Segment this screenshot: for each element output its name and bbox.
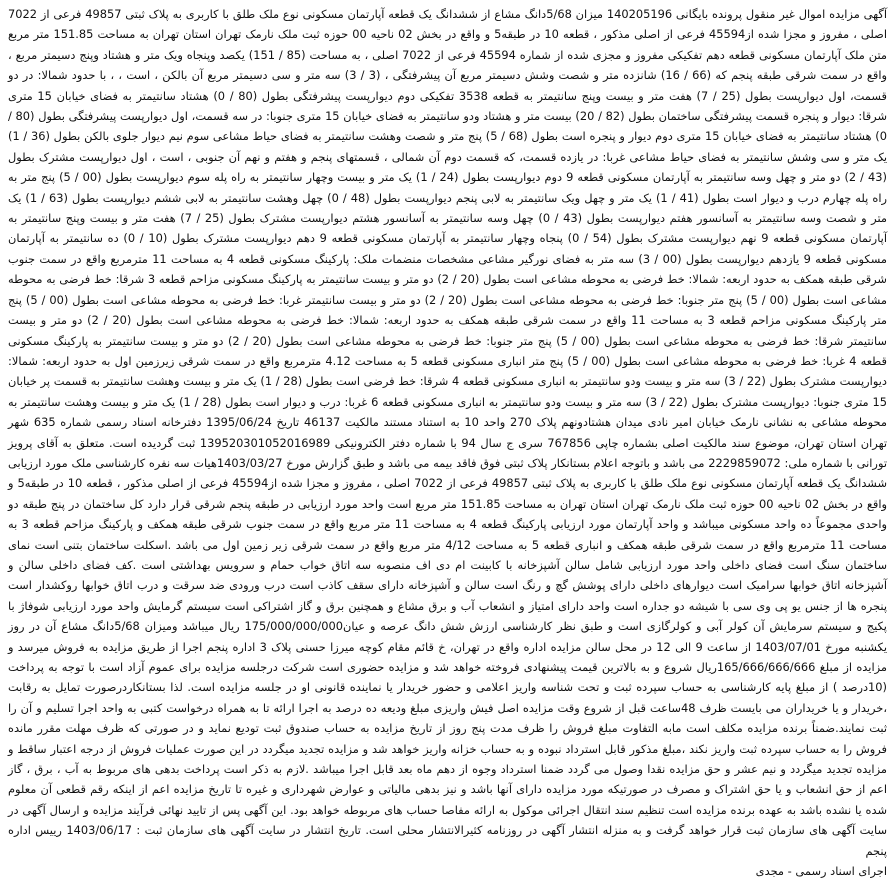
notice-signature: اجرای اسناد رسمی - مجدی: [755, 864, 887, 879]
notice-body: آگهی مزایده اموال غیر منقول پرونده بایگانی 140205196 میزان 5/68دانگ مشاع از ششدانگ یک قطعه آپارتمان مسکونی نوع ملک طلق با کاربری به پلاک ثبتی 49857 فرعی از 7022 اصلی ، مفروز و مجزا شده از45594 فرعی از اصلی مذکور ، قطعه 10 در طبقه5 و واقع در بخش 02 ناحیه 00 حوزه ثبت ملک نارمک تهران استان تهران به مساحت 151.85 متر مربع متن ملک آپارتمان مسکونی قطعه دهم تفکیکی مفروز و مجزی شده از شماره 45594 فرعی از 7022 اصلی ، به مساحت (85 / 151) یکصد وپنجاه ویک متر و هشتاد وپنج دسیمتر مربع ، واقع در سمت شرقی طبقه پنجم که (66 / 16) شانزده متر و شصت وشش دسیمتر مربع آن پیشرفتگی ، (3 / 3) سه متر و سی دسیمتر مربع آن بالکن ، است ، ، با حدود شمالا: در دو قسمت، اول دیوارپست بطول (25 / 7) هفت متر و بیست وپنج سانتیمتر به قطعه 3538 تفکیکی دوم دیوارپست پیشرفتگی بطول (80 / 0) هشتاد سانتیمتر به فضای خیابان 15 متری شرقا: دیوار و پنجره قسمت پیشرفتگی ساختمان بطول (82 / 20) بیست متر و هشتاد ودو سانتیمتر به فضای خیابان 15 متری جنوبا: در سه قسمت، اول دیوارپست پیشرفتگی بطول (80 / 0) هشتاد سانتیمتر به فضای خیابان 15 متری دوم دیوار و پنجره است بطول (68 / 5) پنج متر و شصت وهشت سانتیمتر به فضای حیاط مشاعی سوم نیم دیوار جلوی بالکن بطول (36 / 1) یک متر و سی وشش سانتیمتر به فضای حیاط مشاعی غربا: در یازده قسمت، که قسمت دوم آن شمالی ، قسمتهای پنجم و هفتم و نهم آن جنوبی ، است ، اول دیوارپست مشترک بطول (43 / 2) دو متر و چهل وسه سانتیمتر به آپارتمان مسکونی قطعه 9 دوم دیوارپست بطول (24 / 1) یک متر و بیست وچهار سانتیمتر به راه پله سوم دیوارپست بطول (00 / 5) پنج متر به راه پله چهارم درب و دیوار است بطول (41 / 1) یک متر و چهل ویک سانتیمتر به لابی پنجم دیوارپست بطول (48 / 0) چهل وهشت سانتیمتر به لابی ششم دیوارپست بطول (63 / 1) یک متر و شصت وسه سانتیمتر به آسانسور هفتم دیوارپست بطول (43 / 0) چهل وسه سانتیمتر به آسانسور هشتم دیوارپست مشترک بطول (25 / 7) هفت متر و بیست وپنج سانتیمتر به آپارتمان مسکونی قطعه 9 نهم دیوارپست مشترک بطول (54 / 0) پنجاه وچهار سانتیمتر به آپارتمان مسکونی قطعه 9 دهم دیوارپست مشترک بطول (10 / 0) ده سانتیمتر به آپارتمان مسکونی قطعه 9 یازدهم دیوارپست بطول (00 / 3) سه متر به فضای نورگیر مشاعی مشخصات منضمات ملک: پارکینگ مسکونی قطعه 4 به مساحت 11 مترمربع واقع در سمت جنوب شرقی طبقه همکف به حدود اربعه: شمالا: خط فرضی به محوطه مشاعی است بطول (20 / 2) دو متر و بیست سانتیمتر به پارکینگ مسکونی مزاحم قطعه 3 شرقا: خط فرضی به محوطه مشاعی است بطول (00 / 5) پنج متر جنوبا: خط فرضی به محوطه مشاعی است بطول (20 / 2) دو متر و بیست سانتیمتر غربا: خط فرضی به محوطه مشاعی است بطول (00 / 5) پنج متر پارکینگ مسکونی مزاحم قطعه 3 به مساحت 11 واقع در سمت شرقی طبقه همکف به حدود اربعه: شمالا: خط فرضی به محوطه مشاعی است بطول (20 / 2) دو متر و بیست سانتیمتر شرقا: خط فرضی به محوطه مشاعی است بطول (00 / 5) پنج متر جنوبا: خط فرضی به محوطه مشاعی است بطول (20 / 2) دو متر و بیست سانتیمتر به پارکینگ مسکونی قطعه 4 غربا: خط فرضی به محوطه مشاعی است بطول (00 / 5) پنج متر انباری مسکونی قطعه 5 به مساحت 4.12 مترمربع واقع در سمت شرقی زیرزمین اول به حدود اربعه: شمالا: دیوارپست مشترک بطول (22 / 3) سه متر و بیست ودو سانتیمتر به انباری مسکونی قطعه 4 شرقا: خط فرضی است بطول (28 / 1) یک متر و بیست وهشت سانتیمتر به قسمت پر خیابان 15 متری جنوبا: دیوارپست مشترک بطول (22 / 3) سه متر و بیست ودو سانتیمتر به انباری مسکونی قطعه 6 غربا: درب و دیوار است بطول (28 / 1) یک متر و بیست وهشت سانتیمتر به محوطه مشاعی به نشانی نارمک خیابان امیر نادی میدان هشتادونهم پلاک 270 واحد 10 به استناد مستند مالکیت 46137 تاریخ 1395/06/24 دفترخانه اسناد رسمی شماره 635 شهر تهران استان تهران، موضوع سند مالکیت اصلی بشماره چاپی 767856 سری ج سال 94 با شماره دفتر الکترونیکی 139520301052016989 ثبت گردیده است. متعلق به آقای پرویز تورانی با شماره ملی: 2229859072 می باشد و باتوجه اعلام بستانکار پلاک ثبتی فوق فاقد بیمه می باشد و طبق گزارش مورخ 1403/03/27هیات سه نفره کارشناسی ملک مورد ارزیابی ششدانگ یک قطعه آپارتمان مسکونی نوع ملک طلق با کاربری به پلاک ثبتی 49857 فرعی از 7022 اصلی ، مفروز و مجزا شده از45594 فرعی از اصلی مذکور ، قطعه 10 در طبقه5 و واقع در بخش 02 ناحیه 00 حوزه ثبت ملک نارمک تهران استان تهران به مساحت 151.85 متر مربع است واحد مورد ارزیابی در طبقه پنجم شرقی قرار دارد کل ساختمان در پنج طبقه دو واحدی مجموعاً ده واحد مسکونی میباشد و واحد آپارتمان مورد ارزیابی پارکینگ قطعه 4 به مساحت 11 متر مربع واقع در سمت جنوب شرقی طبقه همکف و پارکینگ مزاحم قطعه 3 به مساحت 11 مترمربع واقع در سمت شرقی طبقه همکف و انباری قطعه 5 به مساحت 4/12 متر مربع واقع در سمت شرقی زیر زمین اول می باشد .اسکلت ساختمان بتنی است نمای ساختمان سنگ است فضای داخلی واحد مورد ارزیابی شامل سالن آشپزخانه با کابینت ام دی اف منصوبه سه اتاق خواب حمام و سرویس بهداشتی است .کف فضای داخلی سالن و آشپزخانه اتاق خوابها سرامیک است دیوارهای داخلی دارای پوشش گچ و رنگ است سالن و آشپزخانه دارای سقف کاذب است درب ورودی ضد سرقت و درب اتاق خوابها روکشدار است پنجره ها از جنس یو پی وی سی با شیشه دو جداره است واحد دارای امتیاز و انشعاب آب و برق مشاع و همچنین برق و گاز اشتراکی است سیستم گرمایش واحد مورد ارزیابی شوفاژ با پکیج و سیستم سرمایش آن کولر آبی و کولرگازی است و طبق نظر کارشناسی ارزش شش دانگ عرصه و عیان175/000/000/000 ریال میباشد ومیزان 5/68دانگ مشاع آن در روز یکشنبه مورخ 1403/07/01 از ساعت 9 الی 12 در محل سالن مزایده اداره واقع در تهران، خ قائم مقام کوچه میرزا حسنی پلاک 3 اداره پنجم اجرا از طریق مزایده به فروش میرسد و مزایده از مبلغ 165/666/666/666ریال شروع و به بالاترین قیمت پیشنهادی فروخته خواهد شد و مزایده حضوری است شرکت درجلسه مزایده برای عموم آزاد است با توجه به پرداخت (10درصد ) از مبلغ پایه کارشناسی به حساب سپرده ثبت و تحت شناسه واریز اعلامی و حضور خریدار یا نماینده قانونی او در جلسه مزایده است. لذا بستانکاردرصورت تمایل به رقابت ،خریدار و یا خریداران می بایست ظرف 48ساعت قبل از شروع وقت مزایده اصل فیش واریزی مبلغ ودیعه ده درصد به اجرا ارائه تا به همراه درخواست کتبی به واحد اجرا تسلیم و آن را ثبت نمایند.ضمناً برنده مزایده مکلف است مابه التفاوت مبلغ فروش را ظرف مدت پنج روز از تاریخ مزایده به حساب صندوق ثبت تودیع نماید و در صورتی که ظرف مهلت مقرر مانده فروش را به حساب سپرده ثبت واریز نکند ،مبلغ مذکور قابل استرداد نبوده و به حساب خزانه واریز خواهد شد و مزایده تجدید میگردد در این صورت عملیات فروش از درجه اعتبار ساقط و مزایده تجدید میگردد و نیم عشر و حق مزایده نقدا وصول می گردد ضمنا استرداد وجوه از دهم ماه بعد قابل اجرا میباشد .لازم به ذکر است پرداخت بدهی های مربوط به آب ، برق ، گاز اعم از حق انشعاب و یا حق اشتراک و مصرف در صورتیکه مورد مزایده دارای آنها باشد و نیز بدهی مالیاتی و عوارض شهرداری و غیره تا تاریخ مزایده اعم از اینکه رقم قطعی آن معلوم شده یا نشده باشد به عهده برنده مزایده است تنظیم سند انتقال اجرائی موکول به ارائه مفاصا حساب های مربوطه خواهد بود. این آگهی پس از تایید نهائی فرآیند مزایده و ارسال آگهی در سایت آگهی های سازمان ثبت قرار خواهد گرفت و به منزله انتشار آگهی در روزنامه کثیرالانتشار محلی است. تاریخ انتشار در سایت آگهی های سازمان ثبت : 1403/06/17 رییس اداره پنجم: [8, 7, 888, 858]
